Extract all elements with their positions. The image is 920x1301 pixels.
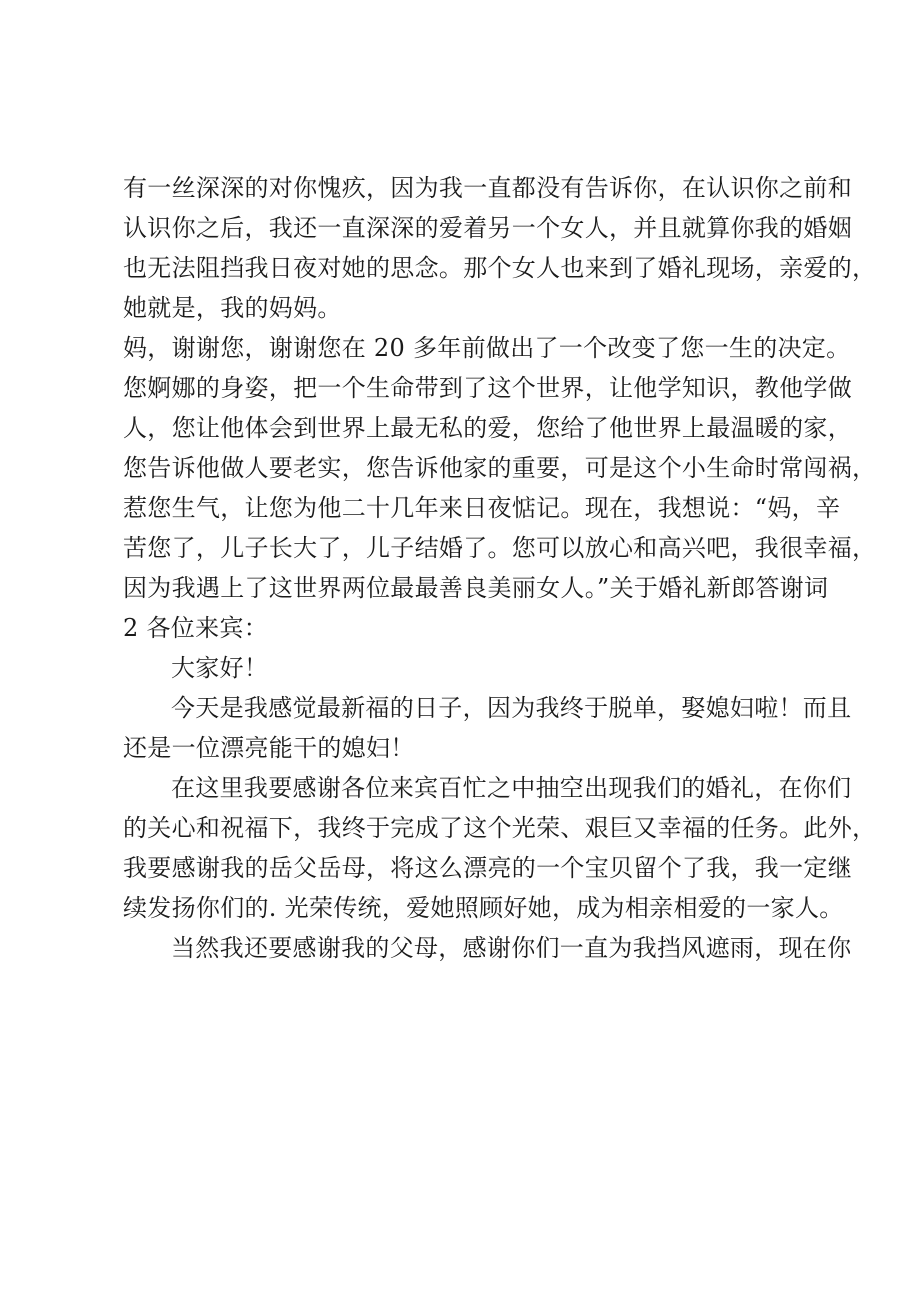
text-line: 有一丝深深的对你愧疚，因为我一直都没有告诉你，在认识你之前和 bbox=[123, 174, 852, 202]
text-line: 人，您让他体会到世界上最无私的爱，您给了他世界上最温暖的家， bbox=[123, 414, 852, 442]
text-line: 续发扬你们的. 光荣传统，爱她照顾好她，成为相亲相爱的一家人。 bbox=[123, 894, 844, 922]
text-line: 妈，谢谢您，谢谢您在 20 多年前做出了一个改变了您一生的决定。 bbox=[123, 334, 851, 362]
text-line: 您告诉他做人要老实，您告诉他家的重要，可是这个小生命时常闯祸， bbox=[123, 454, 877, 482]
text-line: 还是一位漂亮能干的媳妇！ bbox=[123, 734, 415, 762]
text-line: 当然我还要感谢我的父母，感谢你们一直为我挡风遮雨，现在你 bbox=[171, 934, 852, 962]
text-line: 因为我遇上了这世界两位最最善良美丽女人。”关于婚礼新郎答谢词 bbox=[123, 574, 829, 602]
text-line: 她就是，我的妈妈。 bbox=[123, 294, 342, 322]
text-line: 认识你之后，我还一直深深的爱着另一个女人，并且就算你我的婚姻 bbox=[123, 214, 852, 242]
document-body bbox=[123, 168, 877, 968]
text-line: 我要感谢我的岳父岳母，将这么漂亮的一个宝贝留个了我，我一定继 bbox=[123, 854, 852, 882]
text-line: 2 各位来宾： bbox=[123, 614, 268, 642]
text-line: 今天是我感觉最新福的日子，因为我终于脱单，娶媳妇啦！而且 bbox=[171, 694, 852, 722]
text-line: 大家好！ bbox=[171, 654, 269, 682]
text-line: 苦您了，儿子长大了，儿子结婚了。您可以放心和高兴吧，我很幸福， bbox=[123, 534, 877, 562]
text-line: 的关心和祝福下，我终于完成了这个光荣、艰巨又幸福的任务。此外， bbox=[123, 814, 877, 842]
text-line: 在这里我要感谢各位来宾百忙之中抽空出现我们的婚礼，在你们 bbox=[171, 774, 852, 802]
text-line: 惹您生气，让您为他二十几年来日夜惦记。现在，我想说：“妈，辛 bbox=[123, 494, 841, 522]
text-line: 也无法阻挡我日夜对她的思念。那个女人也来到了婚礼现场，亲爱的， bbox=[123, 254, 877, 282]
text-line: 您婀娜的身姿，把一个生命带到了这个世界，让他学知识，教他学做 bbox=[123, 374, 852, 402]
